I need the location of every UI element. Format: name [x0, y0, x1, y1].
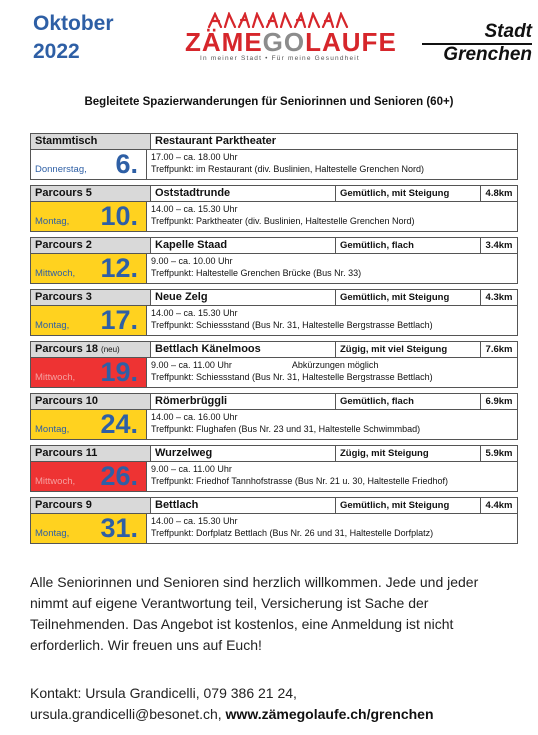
time-text: 9.00 – ca. 10.00 Uhr: [151, 256, 233, 266]
route-level: Gemütlich, mit Steigung: [335, 186, 480, 201]
entry-body: [31, 358, 517, 387]
weekday: Mittwoch,: [35, 372, 76, 383]
schedule-entry: [30, 445, 518, 492]
route-name: Bettlach Känelmoos: [151, 342, 335, 357]
schedule-entry: [30, 497, 518, 544]
entry-body: [31, 514, 517, 543]
month-label: Oktober: [33, 12, 114, 35]
entry-info: [147, 254, 517, 283]
stadt-grenchen-logo: [422, 22, 532, 65]
date-number: 6.: [115, 149, 138, 179]
weekday: Mittwoch,: [35, 268, 76, 279]
weekday: Montag,: [35, 528, 70, 539]
entry-header: [31, 134, 517, 150]
city-line2: Grenchen: [443, 44, 532, 65]
route-distance: 4.3km: [480, 290, 517, 305]
year-label: 2022: [33, 40, 80, 63]
entry-info: [147, 358, 517, 387]
route-label-note: (neu): [101, 345, 120, 354]
time-text: 14.00 – ca. 16.00 Uhr: [151, 412, 238, 422]
weekday: Montag,: [35, 216, 70, 227]
contact-block: [30, 683, 530, 725]
schedule-entry: [30, 289, 518, 336]
date-number: 26.: [100, 461, 138, 491]
time-text: 17.00 – ca. 18.00 Uhr: [151, 152, 238, 162]
entry-info: [147, 462, 517, 491]
time-text: 14.00 – ca. 15.30 Uhr: [151, 204, 238, 214]
logo-wordmark: ZÄMEGOLAUFE: [185, 27, 397, 57]
meeting-point: Treffpunkt: im Restaurant (div. Buslinien, Haltestelle Grenchen Nord): [151, 164, 424, 174]
date-number: 31.: [100, 513, 138, 543]
weekday: Mittwoch,: [35, 476, 76, 487]
meeting-point: Treffpunkt: Haltestelle Grenchen Brücke (Bus Nr. 33): [151, 268, 362, 278]
route-level: Gemütlich, mit Steigung: [335, 290, 480, 305]
logo-tagline: In meiner Stadt • Für meine Gesundheit: [200, 55, 360, 62]
route-distance: 4.8km: [480, 186, 517, 201]
date-cell: [31, 514, 147, 543]
route-name: Neue Zelg: [151, 290, 335, 305]
date-cell: [31, 202, 147, 231]
weekday: Donnerstag,: [35, 164, 87, 175]
route-name: Oststadtrunde: [151, 186, 335, 201]
meeting-point: Treffpunkt: Schiessstand (Bus Nr. 31, Haltestelle Bergstrasse Bettlach): [151, 372, 433, 382]
route-name: Kapelle Staad: [151, 238, 335, 253]
route-label: Parcours 9: [31, 498, 151, 513]
route-distance: 3.4km: [480, 238, 517, 253]
schedule-table: [30, 133, 518, 549]
entry-body: [31, 410, 517, 439]
meeting-point: Treffpunkt: Flughafen (Bus Nr. 23 und 31, Haltestelle Schwimmbad): [151, 424, 421, 434]
date-cell: [31, 358, 147, 387]
date-number: 24.: [100, 409, 138, 439]
route-label: Parcours 11: [31, 446, 151, 461]
time-text: 14.00 – ca. 15.30 Uhr: [151, 308, 238, 318]
date-number: 19.: [100, 357, 138, 387]
month-year: [33, 10, 114, 66]
entry-info: [147, 150, 517, 179]
schedule-entry: [30, 133, 518, 180]
time-text: 9.00 – ca. 11.00 Uhr: [151, 464, 232, 474]
route-distance: 7.6km: [480, 342, 517, 357]
entry-info: [147, 306, 517, 335]
meeting-point: Treffpunkt: Schiessstand (Bus Nr. 31, Haltestelle Bergstrasse Bettlach): [151, 320, 433, 330]
schedule-entry: [30, 341, 518, 388]
entry-body: [31, 306, 517, 335]
entry-body: [31, 150, 517, 179]
route-level: Zügig, mit viel Steigung: [335, 342, 480, 357]
zaemegolaufe-logo: [185, 12, 397, 78]
date-number: 10.: [100, 201, 138, 231]
route-distance: 6.9km: [480, 394, 517, 409]
route-name: Bettlach: [151, 498, 335, 513]
route-label: Parcours 5: [31, 186, 151, 201]
entry-body: [31, 254, 517, 283]
route-label: Parcours 2: [31, 238, 151, 253]
date-cell: [31, 254, 147, 283]
schedule-entry: [30, 393, 518, 440]
date-cell: [31, 306, 147, 335]
city-line1: Stadt: [422, 22, 532, 45]
schedule-entry: [30, 185, 518, 232]
route-label: Stammtisch: [31, 134, 151, 149]
route-name: Restaurant Parktheater: [151, 134, 517, 149]
weekday: Montag,: [35, 320, 70, 331]
date-cell: [31, 410, 147, 439]
meeting-point: Treffpunkt: Parktheater (div. Buslinien, Haltestelle Grenchen Nord): [151, 216, 415, 226]
meeting-point: Treffpunkt: Dorfplatz Bettlach (Bus Nr. 26 und 31, Haltestelle Dorfplatz): [151, 528, 434, 538]
weekday: Montag,: [35, 424, 70, 435]
contact-email-link[interactable]: ursula.grandicelli@besonet.ch,: [30, 706, 222, 722]
route-level: Gemütlich, mit Steigung: [335, 498, 480, 513]
page-subtitle: Begleitete Spazierwanderungen für Seniorinnen und Senioren (60+): [84, 96, 454, 108]
route-distance: 4.4km: [480, 498, 517, 513]
walking-figures-icon: [205, 12, 355, 28]
entry-body: [31, 462, 517, 491]
entry-info: [147, 202, 517, 231]
route-label: Parcours 18 (neu): [31, 342, 151, 357]
route-level: Gemütlich, flach: [335, 238, 480, 253]
route-name: Römerbrüggli: [151, 394, 335, 409]
entry-body: [31, 202, 517, 231]
time-text: 9.00 – ca. 11.00 Uhr: [151, 360, 232, 370]
route-label: Parcours 10: [31, 394, 151, 409]
route-level: Gemütlich, flach: [335, 394, 480, 409]
date-number: 17.: [100, 305, 138, 335]
entry-info: [147, 410, 517, 439]
route-distance: 5.9km: [480, 446, 517, 461]
route-name: Wurzelweg: [151, 446, 335, 461]
meeting-point: Treffpunkt: Friedhof Tannhofstrasse (Bus Nr. 21 u. 30, Haltestelle Friedhof): [151, 476, 448, 486]
route-note: Abkürzungen möglich: [291, 360, 379, 370]
welcome-paragraph: Alle Seniorinnen und Senioren sind herzlich willkommen. Jede und jeder nimmt auf eigene Verantwortung teil, Versicherung ist Sache der Teilnehmenden. Das Angebot ist kostenlos, eine Anmeldung ist nicht erforderlich. Wir freuen uns auf Euch!: [30, 574, 479, 653]
entry-info: [147, 514, 517, 543]
time-text: 14.00 – ca. 15.30 Uhr: [151, 516, 238, 526]
website-link[interactable]: www.zämegolaufe.ch/grenchen: [225, 706, 434, 722]
footer-text: [30, 572, 520, 656]
date-cell: [31, 150, 147, 179]
route-level: Zügig, mit Steigung: [335, 446, 480, 461]
date-number: 12.: [100, 253, 138, 283]
contact-name-phone: Kontakt: Ursula Grandicelli, 079 386 21 24,: [30, 685, 297, 701]
date-cell: [31, 462, 147, 491]
schedule-entry: [30, 237, 518, 284]
route-label: Parcours 3: [31, 290, 151, 305]
